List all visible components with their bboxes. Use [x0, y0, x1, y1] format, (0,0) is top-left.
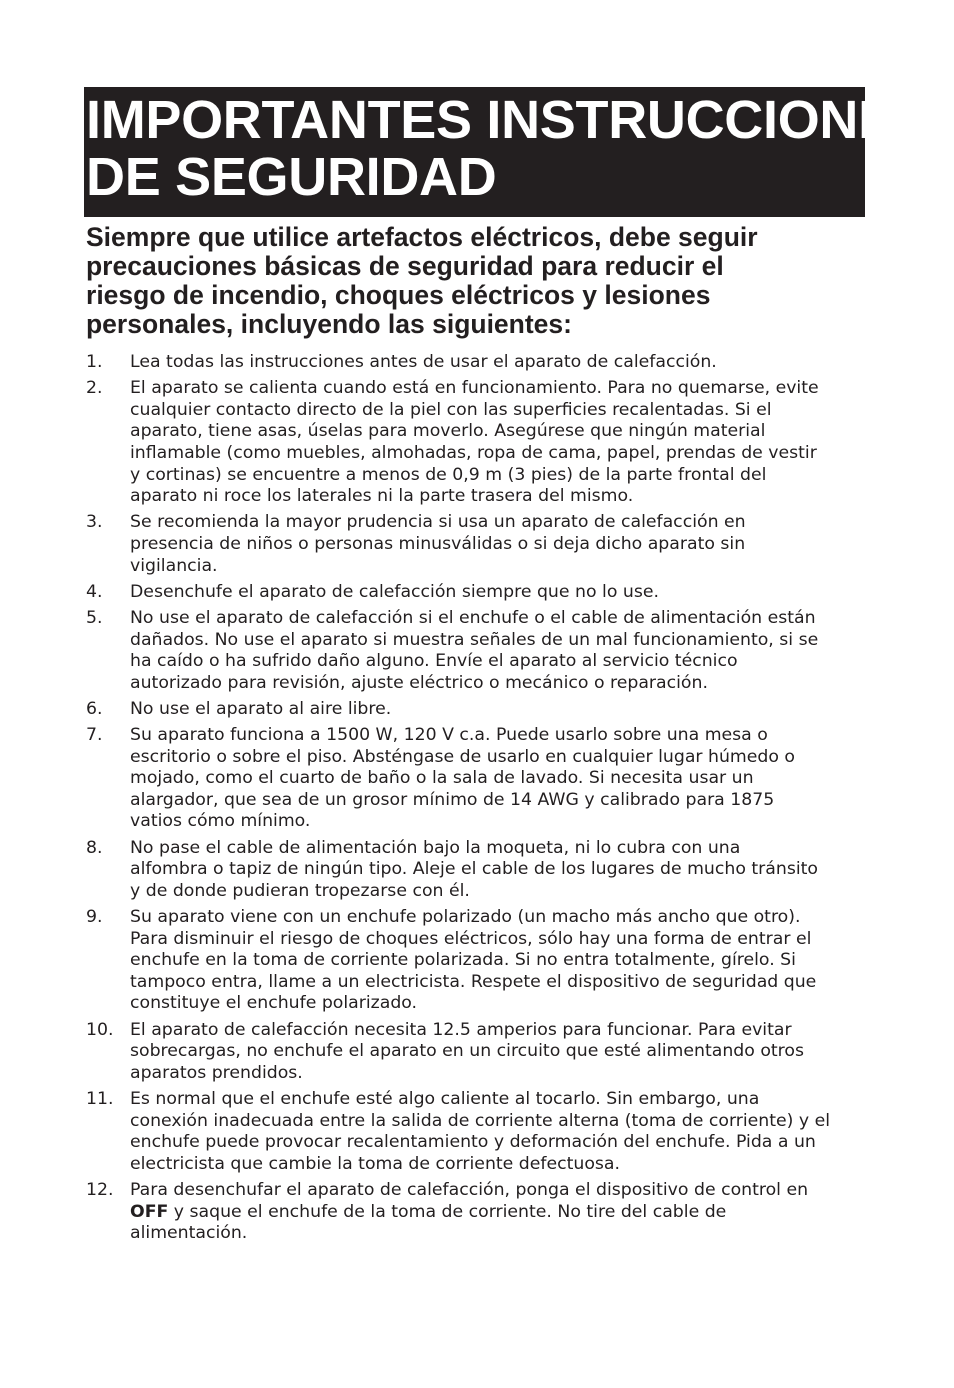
item-line: alfombra o tapiz de ningún tipo. Aleje el cable de los lugares de mucho tránsito	[130, 859, 818, 880]
item-line: vigilancia.	[130, 555, 218, 576]
item-line: alargador, que sea de un grosor mínimo de 14 AWG y calibrado para 1875	[130, 789, 775, 810]
item-text	[130, 699, 866, 721]
instruction-item-4	[86, 582, 866, 604]
item-line: escritorio o sobre el piso. Absténgase de usarlo en cualquier lugar húmedo o	[130, 746, 796, 767]
item-line: autorizado para revisión, ajuste eléctrico o mecánico o reparación.	[130, 672, 708, 693]
instruction-item-10	[86, 1020, 866, 1085]
item-number: 8.	[86, 837, 103, 858]
instruction-item-7	[86, 725, 866, 833]
item-line: Su aparato funciona a 1500 W, 120 V c.a. Puede usarlo sobre una mesa o	[130, 725, 768, 746]
item-line: Su aparato viene con un enchufe polarizado (un macho más ancho que otro).	[130, 907, 801, 927]
item-line: mojado, como el cuarto de baño o la sala de lavado. Si necesita usar un	[130, 768, 754, 789]
item-line: y cortinas) se encuentre a menos de 0,9 m (3 pies) de la parte frontal del	[130, 464, 767, 485]
off-keyword: OFF	[130, 1201, 169, 1222]
item-text	[130, 512, 866, 577]
title-banner	[84, 87, 930, 217]
item-number: 5.	[86, 607, 103, 628]
item-line: cualquier contacto directo de la piel con las superficies recalentadas. Si el	[130, 399, 772, 420]
intro-line: precauciones básicas de seguridad para reducir el	[86, 251, 724, 281]
item-text	[130, 582, 866, 604]
instruction-item-12	[86, 1180, 866, 1245]
item-number: 10.	[86, 1019, 114, 1040]
item-text	[130, 1089, 866, 1175]
item-number: 4.	[86, 581, 103, 602]
item-line: No use el aparato de calefacción si el enchufe o el cable de alimentación están	[130, 607, 816, 628]
item-number: 2.	[86, 378, 103, 399]
item-text	[130, 378, 866, 508]
item-text	[130, 725, 866, 833]
item-line: El aparato de calefacción necesita 12.5 amperios para funcionar. Para evitar	[130, 1019, 792, 1040]
item-line: Es normal que el enchufe esté algo caliente al tocarlo. Sin embargo, una	[130, 1088, 760, 1109]
instruction-item-2	[86, 378, 866, 508]
item-line: conexión inadecuada entre la salida de corriente alterna (toma de corriente) y el	[130, 1110, 831, 1131]
intro-line: personales, incluyendo las siguientes:	[86, 309, 572, 339]
instruction-item-11	[86, 1089, 866, 1175]
instruction-item-9	[86, 907, 866, 1015]
page-title-line-1: IMPORTANTES INSTRUCCIONES	[86, 90, 930, 150]
item-line: No pase el cable de alimentación bajo la moqueta, ni lo cubra con una	[130, 837, 741, 858]
item-line: enchufe en la toma de corriente polarizada. Si no entra totalmente, gírelo. Si	[130, 950, 796, 971]
item-line: El aparato se calienta cuando está en funcionamiento. Para no quemarse, evite	[130, 378, 819, 399]
instruction-item-1	[86, 352, 866, 374]
item-line: No use el aparato al aire libre.	[130, 698, 392, 719]
item-line: ha caído o ha sufrido daño alguno. Envíe el aparato al servicio técnico	[130, 651, 738, 672]
item-number: 6.	[86, 698, 103, 719]
instruction-item-8	[86, 838, 866, 903]
item-line: dañados. No use el aparato si muestra señales de un mal funcionamiento, si se	[130, 629, 819, 650]
item-line: Se recomienda la mayor prudencia si usa un aparato de calefacción en	[130, 512, 746, 533]
item-line: Desenchufe el aparato de calefacción siempre que no lo use.	[130, 581, 659, 602]
item-line: aparato, tiene asas, úselas para moverlo. Asegúrese que ningún material	[130, 421, 766, 442]
item-line: tampoco entra, llame a un electricista. Respete el dispositivo de seguridad que	[130, 971, 817, 992]
item-line: electricista que cambie la toma de corriente defectuosa.	[130, 1153, 621, 1174]
item-text	[130, 352, 866, 374]
intro-line: Siempre que utilice artefactos eléctricos, debe seguir	[86, 222, 758, 252]
item-line: vatios cómo mínimo.	[130, 811, 311, 832]
item-line-rest: y saque el enchufe de la toma de corriente. No tire del cable de	[168, 1201, 727, 1222]
item-line: Para desenchufar el aparato de calefacción, ponga el dispositivo de control en	[130, 1179, 809, 1200]
instruction-item-6	[86, 699, 866, 721]
item-line	[130, 1202, 866, 1224]
item-text	[130, 907, 866, 1015]
instruction-item-3	[86, 512, 866, 577]
item-line: constituye el enchufe polarizado.	[130, 993, 418, 1014]
item-number: 3.	[86, 512, 103, 533]
item-line: alimentación.	[130, 1223, 248, 1244]
page-title-line-2: DE SEGURIDAD	[86, 147, 497, 207]
intro-paragraph	[86, 223, 866, 339]
intro-line: riesgo de incendio, choques eléctricos y lesiones	[86, 280, 711, 310]
item-line: aparatos prendidos.	[130, 1062, 303, 1083]
item-line: y de donde pudieran tropezarse con él.	[130, 880, 470, 901]
item-number: 7.	[86, 725, 103, 746]
instruction-list	[86, 352, 866, 1249]
item-number: 9.	[86, 907, 103, 927]
item-number: 1.	[86, 352, 103, 372]
instruction-item-5	[86, 608, 866, 694]
item-line: inflamable (como muebles, almohadas, ropa de cama, papel, prendas de vestir	[130, 442, 817, 463]
item-number: 11.	[86, 1088, 114, 1109]
item-text	[130, 838, 866, 903]
item-line: aparato ni roce los laterales ni la parte trasera del mismo.	[130, 486, 634, 507]
item-text	[130, 608, 866, 694]
item-line: presencia de niños o personas minusválidas o si deja dicho aparato sin	[130, 533, 746, 554]
item-number: 12.	[86, 1179, 114, 1200]
item-line: Para disminuir el riesgo de choques eléctricos, sólo hay una forma de entrar el	[130, 928, 812, 949]
item-line: Lea todas las instrucciones antes de usar el aparato de calefacción.	[130, 352, 717, 372]
item-line: sobrecargas, no enchufe el aparato en un circuito que esté alimentando otros	[130, 1041, 804, 1062]
item-line: enchufe puede provocar recalentamiento y deformación del enchufe. Pida a un	[130, 1132, 816, 1153]
item-text	[130, 1180, 866, 1245]
item-text	[130, 1020, 866, 1085]
